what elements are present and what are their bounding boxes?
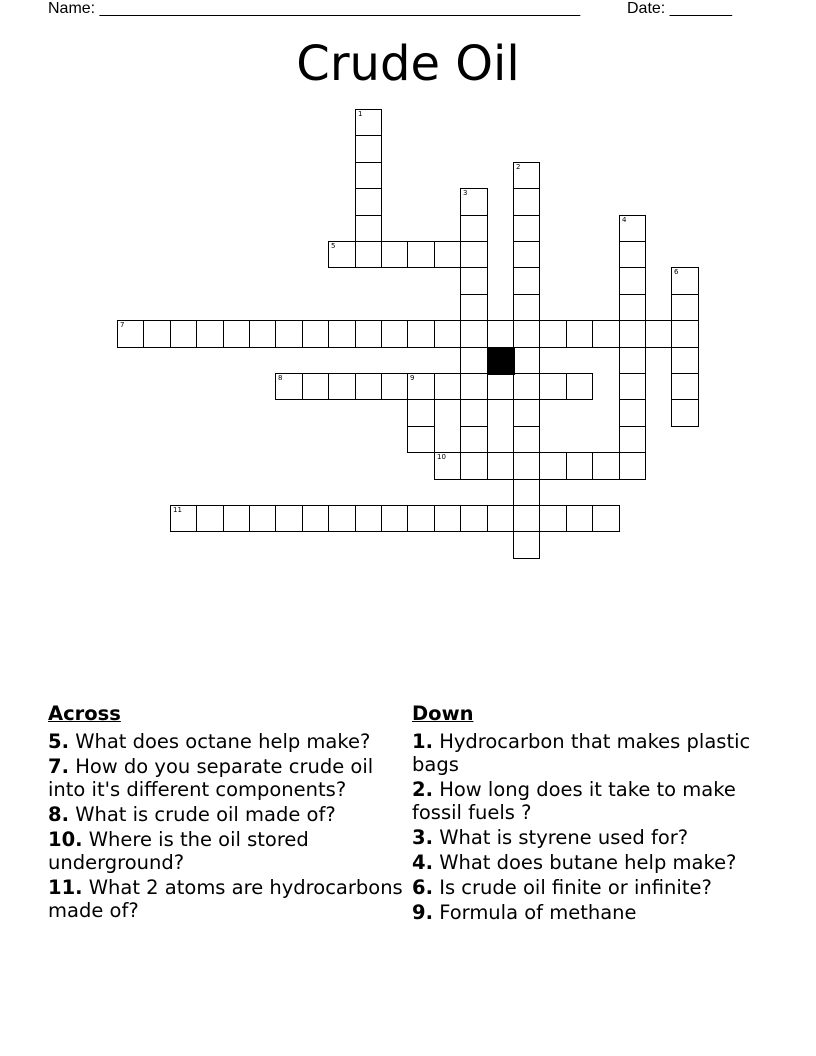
grid-cell[interactable] <box>355 109 382 136</box>
grid-cell[interactable] <box>460 188 488 216</box>
grid-cell[interactable] <box>460 320 488 348</box>
grid-cell[interactable] <box>539 505 567 532</box>
clue-number: 8 <box>278 374 283 382</box>
clue-down-9: 9. Formula of methane <box>412 901 637 924</box>
grid-cell[interactable] <box>328 241 356 268</box>
clue-number: 10 <box>437 453 446 461</box>
across-clues <box>48 702 408 924</box>
grid-cell[interactable] <box>407 320 435 348</box>
grid-cell[interactable] <box>460 215 488 242</box>
grid-cell[interactable] <box>671 373 699 400</box>
grid-cell[interactable] <box>381 505 408 532</box>
grid-cell[interactable] <box>513 294 540 321</box>
grid-cell[interactable] <box>592 505 620 532</box>
grid-cell[interactable] <box>143 320 171 348</box>
grid-cell[interactable] <box>196 505 224 532</box>
clue-across-5: 5. What does octane help make? <box>48 730 371 753</box>
across-heading: Across <box>48 702 121 725</box>
grid-cell[interactable] <box>592 320 620 348</box>
clue-across-7: 7. How do you separate crude oil into it's different components? <box>48 755 374 801</box>
clue-across-10: 10. Where is the oil stored underground? <box>48 828 309 874</box>
grid-cell[interactable] <box>671 347 699 374</box>
grid-cell[interactable] <box>460 373 488 400</box>
grid-cell[interactable] <box>513 373 540 400</box>
grid-cell[interactable] <box>539 373 567 400</box>
clue-across-8: 8. What is crude oil made of? <box>48 803 336 826</box>
grid-cell[interactable] <box>460 267 488 295</box>
grid-cell[interactable] <box>434 505 461 532</box>
grid-cell[interactable] <box>302 373 329 400</box>
name-field-label: Name: ______________________________________________________ <box>48 0 581 17</box>
clue-down-4: 4. What does butane help make? <box>412 851 737 874</box>
grid-cell[interactable] <box>275 373 303 400</box>
grid-cell[interactable] <box>619 294 646 321</box>
grid-cell[interactable] <box>355 215 382 242</box>
grid-cell[interactable] <box>460 294 488 321</box>
grid-cell[interactable] <box>513 267 540 295</box>
grid-cell[interactable] <box>434 452 461 480</box>
grid-cell[interactable] <box>275 505 303 532</box>
clue-number: 5 <box>331 242 336 250</box>
grid-cell[interactable] <box>328 505 356 532</box>
grid-cell[interactable] <box>460 399 488 427</box>
grid-cell[interactable] <box>513 452 540 480</box>
clue-number: 9 <box>410 374 415 382</box>
grid-cell[interactable] <box>513 479 540 506</box>
grid-cell[interactable] <box>619 320 646 348</box>
clue-down-2: 2. How long does it take to make fossil fuels ? <box>412 778 736 824</box>
grid-cell[interactable] <box>460 452 488 480</box>
clue-number: 1 <box>358 110 363 118</box>
grid-cell[interactable] <box>355 241 382 268</box>
grid-cell[interactable] <box>539 452 567 480</box>
grid-cell[interactable] <box>355 188 382 216</box>
grid-cell[interactable] <box>539 320 567 348</box>
grid-cell[interactable] <box>619 215 646 242</box>
grid-cell[interactable] <box>513 241 540 268</box>
grid-cell[interactable] <box>513 320 540 348</box>
grid-cell[interactable] <box>671 320 699 348</box>
grid-cell[interactable] <box>619 373 646 400</box>
grid-cell[interactable] <box>460 241 488 268</box>
grid-cell[interactable] <box>355 505 382 532</box>
grid-cell[interactable] <box>513 215 540 242</box>
clue-number: 7 <box>120 321 125 329</box>
grid-cell[interactable] <box>645 320 672 348</box>
clue-number: 6 <box>674 268 679 276</box>
grid-cell[interactable] <box>381 373 408 400</box>
grid-cell[interactable] <box>460 347 488 374</box>
grid-cell[interactable] <box>355 320 382 348</box>
grid-cell[interactable] <box>671 267 699 295</box>
grid-cell[interactable] <box>460 426 488 453</box>
grid-cell[interactable] <box>566 505 593 532</box>
grid-cell[interactable] <box>328 373 356 400</box>
grid-cell[interactable] <box>328 320 356 348</box>
grid-cell[interactable] <box>513 426 540 453</box>
grid-cell[interactable] <box>355 373 382 400</box>
grid-cell[interactable] <box>407 241 435 268</box>
black-square <box>487 347 515 375</box>
grid-cell[interactable] <box>619 452 646 480</box>
grid-cell[interactable] <box>355 135 382 163</box>
clue-across-11: 11. What 2 atoms are hydrocarbons made of? <box>48 876 403 922</box>
grid-cell[interactable] <box>671 399 699 427</box>
down-heading: Down <box>412 702 474 725</box>
grid-cell[interactable] <box>487 452 514 480</box>
grid-cell[interactable] <box>434 373 461 400</box>
grid-cell[interactable] <box>671 294 699 321</box>
clue-down-6: 6. Is crude oil finite or infinite? <box>412 876 712 899</box>
grid-cell[interactable] <box>223 505 250 532</box>
grid-cell[interactable] <box>619 267 646 295</box>
grid-cell[interactable] <box>381 241 408 268</box>
grid-cell[interactable] <box>619 241 646 268</box>
clue-number: 11 <box>173 506 182 514</box>
grid-cell[interactable] <box>619 426 646 453</box>
grid-cell[interactable] <box>302 505 329 532</box>
grid-cell[interactable] <box>619 347 646 374</box>
clue-down-1: 1. Hydrocarbon that makes plastic bags <box>412 730 751 776</box>
grid-cell[interactable] <box>407 505 435 532</box>
grid-cell[interactable] <box>223 320 250 348</box>
grid-cell[interactable] <box>407 373 435 400</box>
grid-cell[interactable] <box>513 347 540 374</box>
grid-cell[interactable] <box>434 241 461 268</box>
grid-cell[interactable] <box>513 162 540 189</box>
grid-cell[interactable] <box>619 399 646 427</box>
grid-cell[interactable] <box>513 399 540 427</box>
grid-cell[interactable] <box>170 320 197 348</box>
grid-cell[interactable] <box>196 320 224 348</box>
grid-cell[interactable] <box>407 426 435 453</box>
grid-cell[interactable] <box>592 452 620 480</box>
grid-cell[interactable] <box>566 373 593 400</box>
grid-cell[interactable] <box>487 320 514 348</box>
date-field-label: Date: _______ <box>627 0 732 17</box>
grid-cell[interactable] <box>275 320 303 348</box>
down-clues <box>412 702 772 926</box>
grid-cell[interactable] <box>249 320 276 348</box>
grid-cell[interactable] <box>487 505 514 532</box>
grid-cell[interactable] <box>407 399 435 427</box>
grid-cell[interactable] <box>355 162 382 189</box>
grid-cell[interactable] <box>566 452 593 480</box>
grid-cell[interactable] <box>460 505 488 532</box>
grid-cell[interactable] <box>249 505 276 532</box>
grid-cell[interactable] <box>434 320 461 348</box>
grid-cell[interactable] <box>117 320 144 348</box>
grid-cell[interactable] <box>566 320 593 348</box>
grid-cell[interactable] <box>302 320 329 348</box>
grid-cell[interactable] <box>487 373 514 400</box>
puzzle-title: Crude Oil <box>296 36 520 92</box>
grid-cell[interactable] <box>513 505 540 532</box>
grid-cell[interactable] <box>513 188 540 216</box>
clue-down-3: 3. What is styrene used for? <box>412 826 689 849</box>
grid-cell[interactable] <box>381 320 408 348</box>
clue-number: 2 <box>516 163 521 171</box>
clue-number: 3 <box>463 189 468 197</box>
grid-cell[interactable] <box>513 531 540 559</box>
clue-number: 4 <box>622 216 627 224</box>
grid-cell[interactable] <box>170 505 197 532</box>
